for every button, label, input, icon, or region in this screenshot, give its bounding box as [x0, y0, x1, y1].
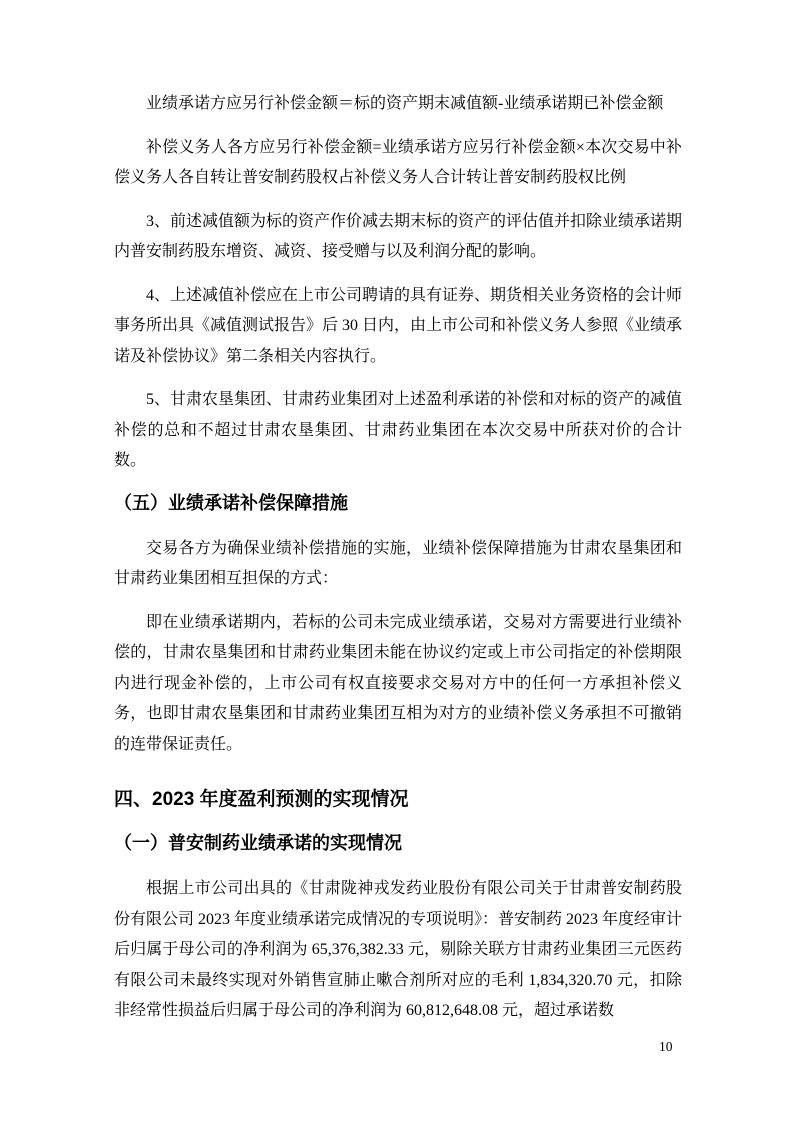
paragraph-guarantee-detail: 即在业绩承诺期内，若标的公司未完成业绩承诺，交易对方需要进行业绩补偿的，甘肃农垦集团和甘肃药业集团未能在协议约定或上市公司指定的补偿期限内进行现金补偿的，上市公司有权直接要求交易对方中的任何一方承担补偿义务，也即甘肃农垦集团和甘肃药业集团互相为对方的业绩补偿义务承担不可撤销的连带保证责任。	[114, 613, 682, 753]
heading-section-1-puan-commitment: （一）普安制药业绩承诺的实现情况	[114, 833, 402, 853]
paragraph-item-5: 5、甘肃农垦集团、甘肃药业集团对上述盈利承诺的补偿和对标的资产的减值补偿的总和不超过甘肃农垦集团、甘肃药业集团在本次交易中所获对价的合计数。	[114, 391, 683, 469]
heading-chapter-4-profit-forecast: 四、2023 年度盈利预测的实现情况	[114, 789, 409, 810]
document-content	[114, 89, 682, 1040]
paragraph-compensation-formula-2: 补偿义务人各方应另行补偿金额=业绩承诺方应另行补偿金额×本次交易中补偿义务人各自转让普安制药股权占补偿义务人合计转让普安制药股权比例	[114, 138, 682, 186]
paragraph-compensation-formula-1: 业绩承诺方应另行补偿金额＝标的资产期末减值额-业绩承诺期已补偿金额	[146, 95, 664, 112]
paragraph-guarantee-intro: 交易各方为确保业绩补偿措施的实施，业绩补偿保障措施为甘肃农垦集团和甘肃药业集团相互担保的方式：	[114, 539, 682, 587]
paragraph-item-3: 3、前述减值额为标的资产作价减去期末标的资产的评估值并扣除业绩承诺期内普安制药股东增资、减资、接受赠与以及利润分配的影响。	[114, 212, 683, 260]
paragraph-2023-results: 根据上市公司出具的《甘肃陇神戎发药业股份有限公司关于甘肃普安制药股份有限公司 2023 年度业绩承诺完成情况的专项说明》：普安制药 2023 年度经审计后归属于母公司的净利润为 65,376,382.33 元，剔除关联方甘肃药业集团三元医药有限公司未最终实现对外销售宣肺止嗽合剂所对应的毛利 1,834,320.70 元，扣除非经常性损益后归属于母公司的净利润为 60,812,648.08 元，超过承诺数	[114, 880, 683, 1019]
page-number: 10	[659, 1039, 673, 1054]
paragraph-item-4: 4、上述减值补偿应在上市公司聘请的具有证券、期货相关业务资格的会计师事务所出具《减值测试报告》后 30 日内，由上市公司和补偿义务人参照《业绩承诺及补偿协议》第二条相关内容执行。	[114, 286, 683, 365]
heading-section-5-guarantee-measures: （五）业绩承诺补偿保障措施	[114, 492, 348, 513]
